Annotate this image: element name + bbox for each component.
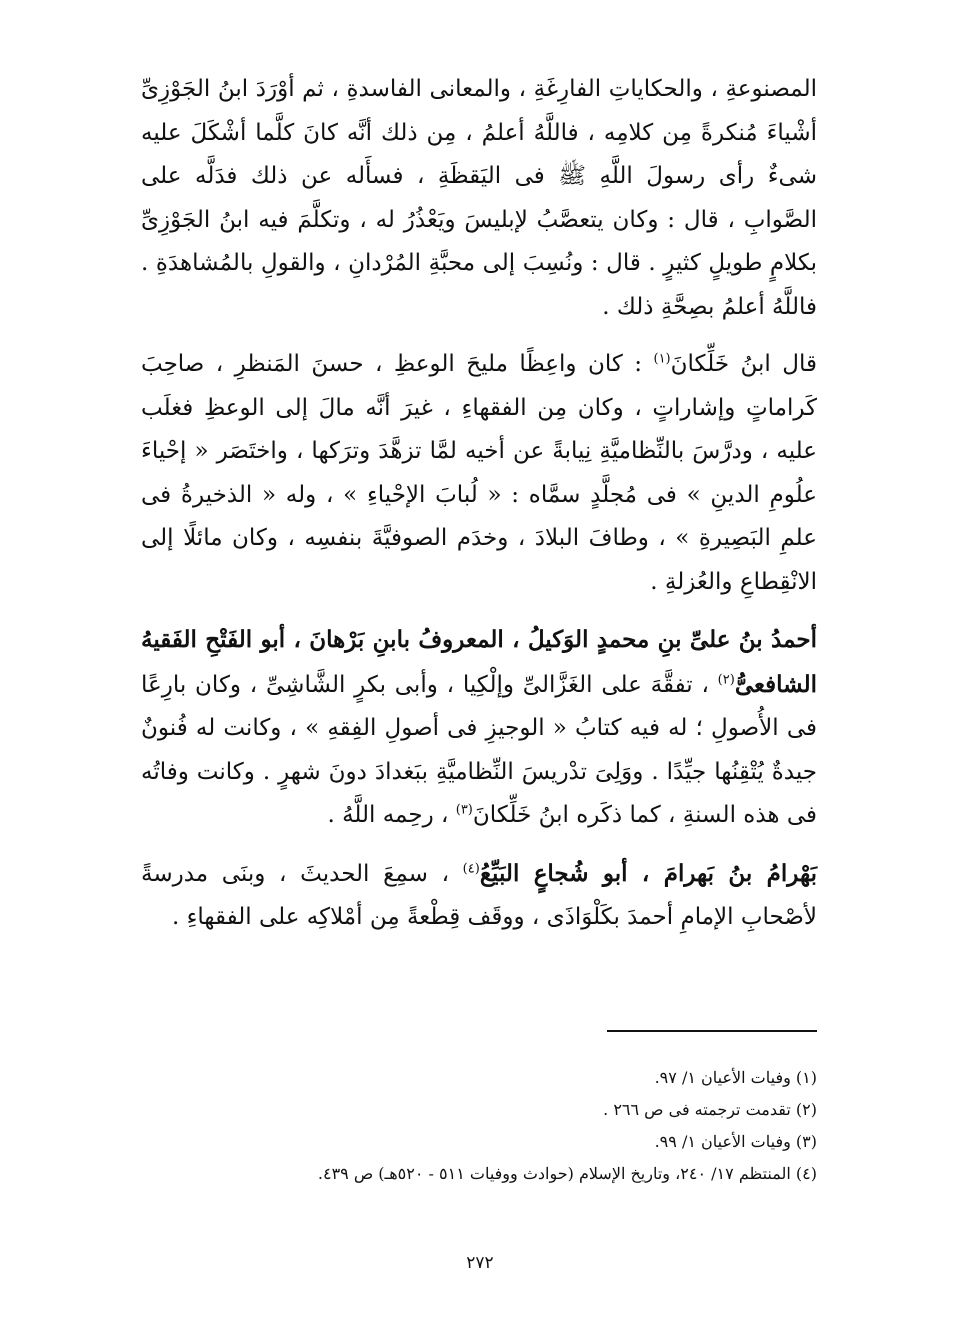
footnote-ref: (٤) <box>462 860 480 876</box>
paragraph <box>141 68 817 329</box>
paragraph <box>141 852 817 940</box>
entry-heading: بَهْرامُ بنُ بَهرامَ ، أبو شُجاعٍ البَيِّعُ <box>479 859 817 887</box>
footnote-ref: (٢) <box>717 671 735 687</box>
footnote-ref: (٣) <box>455 802 473 818</box>
footnote: (٢) تقدمت ترجمته فى ص ٢٦٦ . <box>603 1100 817 1119</box>
paragraph-text: ، رحِمه اللَّهُ . <box>327 802 456 828</box>
paragraph-text: المصنوعةِ ، والحكاياتِ الفارِغَةِ ، والمعانى الفاسدةِ ، ثم أوْرَدَ ابنُ الجَوْزِىِّ أشْياءَ مُنكرةً مِن كلامِه ، فاللَّهُ أعلمُ ، مِن ذلك أنَّه كانَ كلَّما أشْكَلَ عليه شىءٌ رأى رسولَ اللَّهِ ﷺ فى اليَقظَةِ ، فسأَله عن ذلك فدَلَّه على الصَّوابِ ، قال : وكان يتعصَّبُ لإبليسَ ويَعْذُرُ له ، وتكلَّمَ فيه ابنُ الجَوْزِىِّ بكلامٍ طويلٍ كثيرٍ . قال : ونُسِبَ إلى محبَّةِ المُرْدانِ ، والقولِ بالمُشاهدَةِ . فاللَّهُ أعلمُ بصِحَّةِ ذلك . <box>141 76 817 320</box>
page-number: ٢٧٢ <box>466 1253 494 1273</box>
footnote-divider <box>607 1030 817 1032</box>
paragraph-text: ، تفقَّهَ على الغَزَّالىِّ وإلْكِيا ، وأبى بكرٍ الشَّاشِىِّ ، وكان بارِعًا فى الأُصولِ ؛ له فيه كتابُ « الوجيزِ فى أصولِ الفِقهِ » ، وكانت له فُنونٌ جيدةٌ يُتْقِنُها جيِّدًا . ووَلِىَ تدْريسَ النِّظاميَّةِ ببَغدادَ دونَ شهرٍ . وكانت وفاتُه فى هذه السنةِ ، كما ذكَره ابنُ خَلِّكانَ <box>141 671 817 828</box>
page-body <box>141 68 817 940</box>
paragraph-text: قال ابنُ خَلِّكانَ <box>670 351 817 377</box>
paragraph <box>141 343 817 604</box>
entry-heading: أحمدُ بنُ علىِّ بنِ محمدٍ الوَكيلُ ، المعروفُ بابنِ بَرْهانَ ، أبو الفَتْحِ الفَقيهُ الشافعىُّ <box>141 626 818 698</box>
footnote: (٣) وفيات الأعيان ١/ ٩٩. <box>654 1132 817 1151</box>
paragraph <box>141 618 817 838</box>
paragraph-text: : كان واعِظًا مليحَ الوعظِ ، حسنَ المَنظرِ ، صاحِبَ كَراماتٍ وإشاراتٍ ، وكان مِن الفقهاءِ ، غيرَ أنَّه مالَ إلى الوعظِ فغلَب عليه ، ودرَّسَ بالنِّظاميَّةِ نِيابةً عن أخيه لمَّا تزهَّدَ وترَكها ، واختَصَر « إحْياءَ علُومِ الدينِ » فى مُجلَّدٍ سمَّاه : « لُبابَ الإحْياءِ » ، وله « الذخيرةُ فى علمِ البَصِيرةِ » ، وطافَ البلادَ ، وخدَم الصوفيَّةَ بنفسِه ، وكان مائلًا إلى الانْقِطاعِ والعُزلةِ . <box>141 351 817 595</box>
footnote-ref: (١) <box>653 351 671 367</box>
footnote: (٤) المنتظم ١٧/ ٢٤٠، وتاريخ الإسلام (حوادث ووفيات ٥١١ - ٥٢٠هـ) ص ٤٣٩. <box>317 1164 817 1183</box>
footnotes <box>141 1062 817 1190</box>
paragraph-text: ، سمِعَ الحديثَ ، وبنَى مدرسةً لأصْحابِ الإمامِ أحمدَ بكَلْوَاذَى ، ووقَف قِطْعةً مِن أمْلاكِه على الفقهاءِ . <box>141 860 817 930</box>
footnote: (١) وفيات الأعيان ١/ ٩٧. <box>654 1068 817 1087</box>
